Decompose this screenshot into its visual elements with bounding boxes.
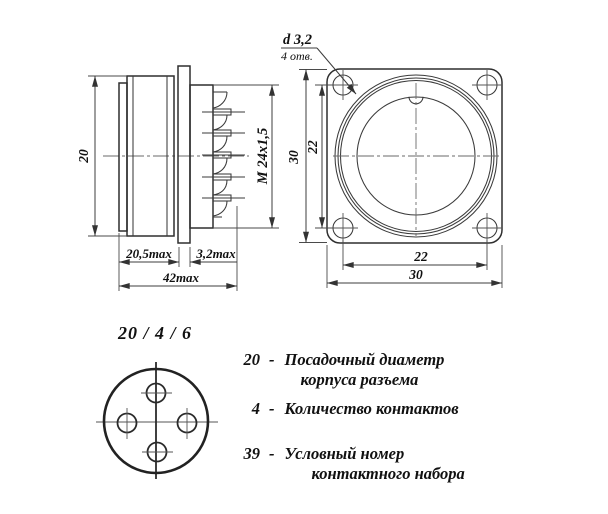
legend-text-line1: Посадочный диаметр [284, 350, 445, 369]
legend-item-diameter [222, 350, 444, 390]
pin-layout [96, 362, 218, 479]
legend-text-line1: Условный номер [284, 444, 405, 463]
legend-item-contacts [222, 399, 459, 419]
dim-width-holes-label: 22 [414, 249, 428, 264]
legend-item-set-number [222, 444, 465, 484]
dim-height-outer-label: 30 [286, 150, 301, 164]
legend-number: 4 [251, 399, 260, 418]
legend-text-line2: корпуса разъема [300, 370, 419, 389]
hole-count-label: 4 отв. [281, 49, 313, 63]
legend-text-line1: Количество контактов [284, 399, 459, 418]
legend-number: 39 [243, 444, 260, 463]
mounting-holes [328, 70, 502, 243]
legend-number: 20 [243, 350, 260, 369]
dim-thread-label: M 24x1,5 [255, 127, 271, 185]
dim-body-length-label: 20,5max [126, 246, 172, 261]
legend-text-line2: контактного набора [311, 464, 465, 483]
legend-dash: - [269, 399, 275, 418]
front-view [281, 32, 502, 288]
dim-flange-thickness-label: 3,2max [196, 246, 236, 261]
dim-width-outer-label: 30 [409, 267, 423, 282]
side-view [76, 66, 279, 291]
connector-designation: 20 / 4 / 6 [118, 323, 193, 343]
dim-total-length-label: 42max [162, 270, 200, 285]
side-view-body-outline [119, 66, 213, 243]
side-view-contact-pins [202, 109, 245, 201]
dimension-thread [213, 85, 279, 228]
dim-diameter-label: 20 [76, 149, 91, 163]
legend-dash: - [269, 350, 275, 369]
contact-pins [118, 384, 197, 462]
dim-height-holes-label: 22 [305, 140, 320, 154]
dimension-front-horizontal [327, 240, 502, 288]
legend-dash: - [269, 444, 275, 463]
hole-diameter-label: d 3,2 [283, 32, 312, 48]
